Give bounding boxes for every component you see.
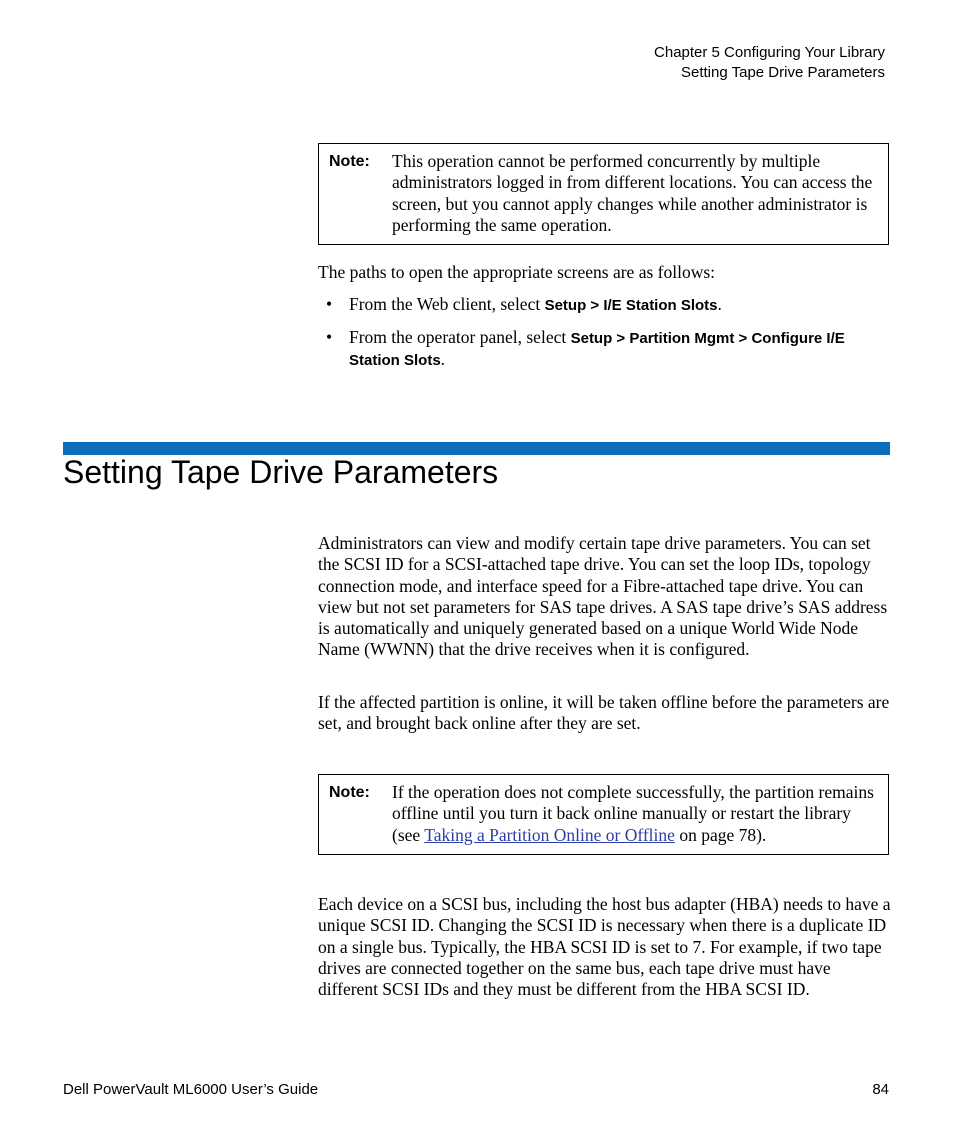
note-label: Note: bbox=[329, 153, 370, 170]
section-heading: Setting Tape Drive Parameters bbox=[63, 454, 499, 490]
cross-reference-link[interactable]: Taking a Partition Online or Offline bbox=[424, 824, 675, 845]
bullet-tail: . bbox=[440, 349, 446, 369]
list-item bbox=[318, 294, 893, 316]
bullet-lead: From the Web client, select bbox=[349, 294, 545, 314]
footer-title: Dell PowerVault ML6000 User’s Guide bbox=[63, 1081, 319, 1098]
body-paragraph-3: Each device on a SCSI bus, including the host bus adapter (HBA) needs to have a unique SCSI ID. Changing the SCSI ID is necessary when there is a duplicate ID on a single bus. Typically, the HBA SCSI ID is set to 7. For example, if two tape drives are connected together on the same bus, each tape drive must have different SCSI IDs and they must be different from the HBA SCSI ID. bbox=[318, 894, 891, 1000]
note-text: This operation cannot be performed concurrently by multiple administrators logged in from different locations. You can access the screen, but you cannot apply changes while another administrator is performing the same operation. bbox=[392, 151, 873, 235]
page-number: 84 bbox=[872, 1081, 889, 1098]
body-paragraph-2: If the affected partition is online, it will be taken offline before the parameters are set, and brought back online after they are set. bbox=[318, 692, 890, 734]
bullet-icon: • bbox=[326, 327, 333, 347]
bullet-tail: . bbox=[717, 294, 722, 314]
header-section: Setting Tape Drive Parameters bbox=[681, 64, 885, 81]
body-paragraph-1: Administrators can view and modify certain tape drive parameters. You can set the SCSI ID for a SCSI-attached tape drive. You can set the loop IDs, topology connection mode, and interface speed for a Fibre-attached tape drive. You can view but not set parameters for SAS tape drives. A SAS tape drive’s SAS address is automatically and uniquely generated based on a unique World Wide Node Name (WWNN) that the drive receives when it is configured. bbox=[318, 533, 888, 660]
bullet-icon: • bbox=[326, 294, 333, 314]
paths-intro: The paths to open the appropriate screens are as follows: bbox=[318, 262, 716, 282]
list-item bbox=[318, 327, 893, 371]
note-text-after: on page 78). bbox=[674, 824, 767, 845]
ui-path: Setup > I/E Station Slots bbox=[544, 297, 718, 314]
paths-list bbox=[318, 294, 893, 382]
header-chapter: Chapter 5 Configuring Your Library bbox=[654, 44, 885, 61]
note-label: Note: bbox=[329, 784, 370, 801]
note-box-partition bbox=[318, 774, 889, 855]
note-text bbox=[392, 782, 876, 846]
bullet-lead: From the operator panel, select bbox=[349, 327, 571, 347]
page-footer bbox=[63, 1080, 889, 1100]
note-box-concurrency bbox=[318, 143, 889, 245]
ui-path: Setup > Partition Mgmt > Configure I/E Station Slots bbox=[349, 330, 845, 369]
running-header bbox=[654, 43, 885, 83]
note-text-before: If the operation does not complete successfully, the partition remains offline until you turn it back online manually or restart the library (see bbox=[392, 782, 874, 845]
